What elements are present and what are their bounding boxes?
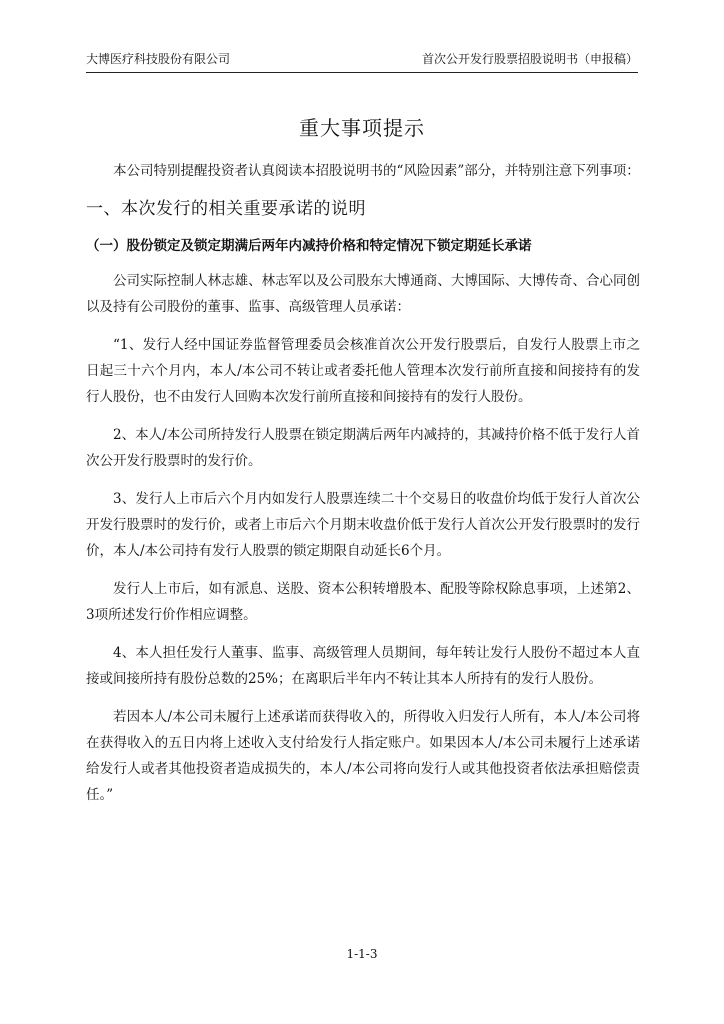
paragraph: 2、本人/本公司所持发行人股票在锁定期满后两年内减持的，其减持价格不低于发行人首次公开发行股票时的发行价。 [86,427,640,469]
subsection-heading: （一）股份锁定及锁定期满后两年内减持价格和特定情况下锁定期延长承诺 [86,238,532,254]
paragraph: 发行人上市后，如有派息、送股、资本公积转增股本、配股等除权除息事项，上述第2、3项所述发行价作相应调整。 [86,581,640,623]
page-number: 1-1-3 [346,947,378,961]
paragraph: 4、本人担任发行人董事、监事、高级管理人员期间，每年转让发行人股份不超过本人直接或间接所持有股份总数的25%；在离职后半年内不转让其本人所持有的发行人股份。 [86,645,640,687]
header-company-name: 大博医疗科技股份有限公司 [86,52,231,66]
intro-paragraph: 本公司特别提醒投资者认真阅读本招股说明书的“风险因素”部分，并特别注意下列事项： [113,163,640,179]
page-header [86,50,638,73]
section-heading: 一、本次发行的相关重要承诺的说明 [86,199,366,219]
paragraph: 若因本人/本公司未履行上述承诺而获得收入的，所得收入归发行人所有，本人/本公司将在获得收入的五日内将上述收入支付给发行人指定账户。如果因本人/本公司未履行上述承诺给发行人或者其他投资者造成损失的，本人/本公司将向发行人或其他投资者依法承担赔偿责任。” [86,709,640,803]
header-document-title: 首次公开发行股票招股说明书（申报稿） [421,52,638,66]
paragraph: “1、发行人经中国证券监督管理委员会核准首次公开发行股票后，自发行人股票上市之日起三十六个月内，本人/本公司不转让或者委托他人管理本次发行前所直接和间接持有的发行人股份，也不由发行人回购本次发行前所直接和间接持有的发行人股份。 [86,337,640,405]
page-title: 重大事项提示 [299,116,425,140]
paragraph: 公司实际控制人林志雄、林志军以及公司股东大博通商、大博国际、大博传奇、合心同创以及持有公司股份的董事、监事、高级管理人员承诺： [86,273,640,315]
paragraph: 3、发行人上市后六个月内如发行人股票连续二十个交易日的收盘价均低于发行人首次公开发行股票时的发行价，或者上市后六个月期末收盘价低于发行人首次公开发行股票时的发行价，本人/本公司持有发行人股票的锁定期限自动延长6个月。 [86,491,640,559]
document-body [86,158,640,820]
